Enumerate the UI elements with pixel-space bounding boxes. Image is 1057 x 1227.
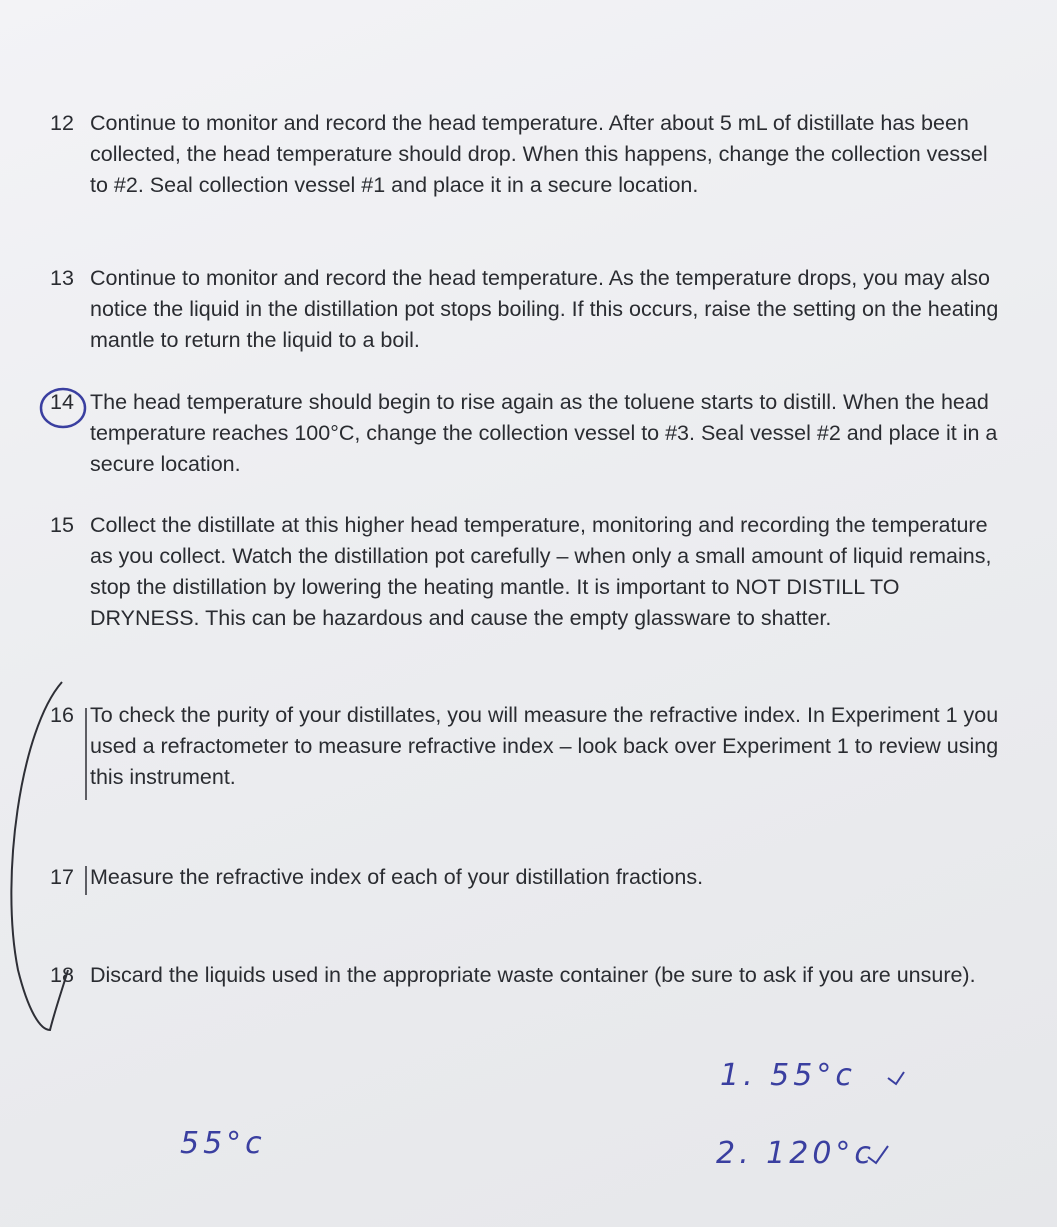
step-number: 16 [50, 703, 74, 727]
handwritten-note-left: 55°c [180, 1126, 266, 1161]
step-text: Continue to monitor and record the head temperature. After about 5 mL of distillate has been collected, the head temperature should drop. When this happens, change the collection vessel to #2. Seal collection vessel #1 and place it in a secure location. [90, 111, 988, 197]
step-text: Continue to monitor and record the head temperature. As the temperature drops, you may also notice the liquid in the distillation pot stops boiling. If this occurs, raise the setting on the heating mantle to return the liquid to a boil. [90, 266, 999, 352]
step-number: 18 [50, 963, 74, 987]
step-text: To check the purity of your distillates, you will measure the refractive index. In Experiment 1 you used a refractometer to measure refractive index – look back over Experiment 1 to review using this instrument. [90, 703, 999, 789]
step-14 [50, 387, 1010, 480]
step-number: 15 [50, 513, 74, 537]
step-15 [50, 510, 1010, 634]
step-13 [50, 263, 1010, 356]
step-text: Discard the liquids used in the appropriate waste container (be sure to ask if you are unsure). [90, 963, 976, 987]
check-mark [888, 1072, 904, 1084]
step-text: Measure the refractive index of each of your distillation fractions. [90, 865, 704, 889]
step-text: The head temperature should begin to rise again as the toluene starts to distill. When the head temperature reaches 100°C, change the collection vessel to #3. Seal vessel #2 and place it in a secure location. [90, 390, 998, 476]
step-12 [50, 108, 1010, 201]
step-text: Collect the distillate at this higher head temperature, monitoring and recording the temperature as you collect. Watch the distillation pot carefully – when only a small amount of liquid remains, stop the distillation by lowering the heating mantle. It is important to NOT DISTILL TO DRYNESS. This can be hazardous and cause the empty glassware to shatter. [90, 513, 992, 630]
step-number: 14 [50, 390, 74, 414]
step-number: 13 [50, 266, 74, 290]
handwritten-note-right-1: 1. 55°c [720, 1058, 856, 1093]
step-16 [50, 700, 1010, 793]
step-number: 17 [50, 865, 74, 889]
step-number: 12 [50, 111, 74, 135]
step-18 [50, 960, 1010, 991]
step-17 [50, 862, 1010, 893]
handwritten-note-right-2: 2. 120°c [716, 1136, 875, 1171]
